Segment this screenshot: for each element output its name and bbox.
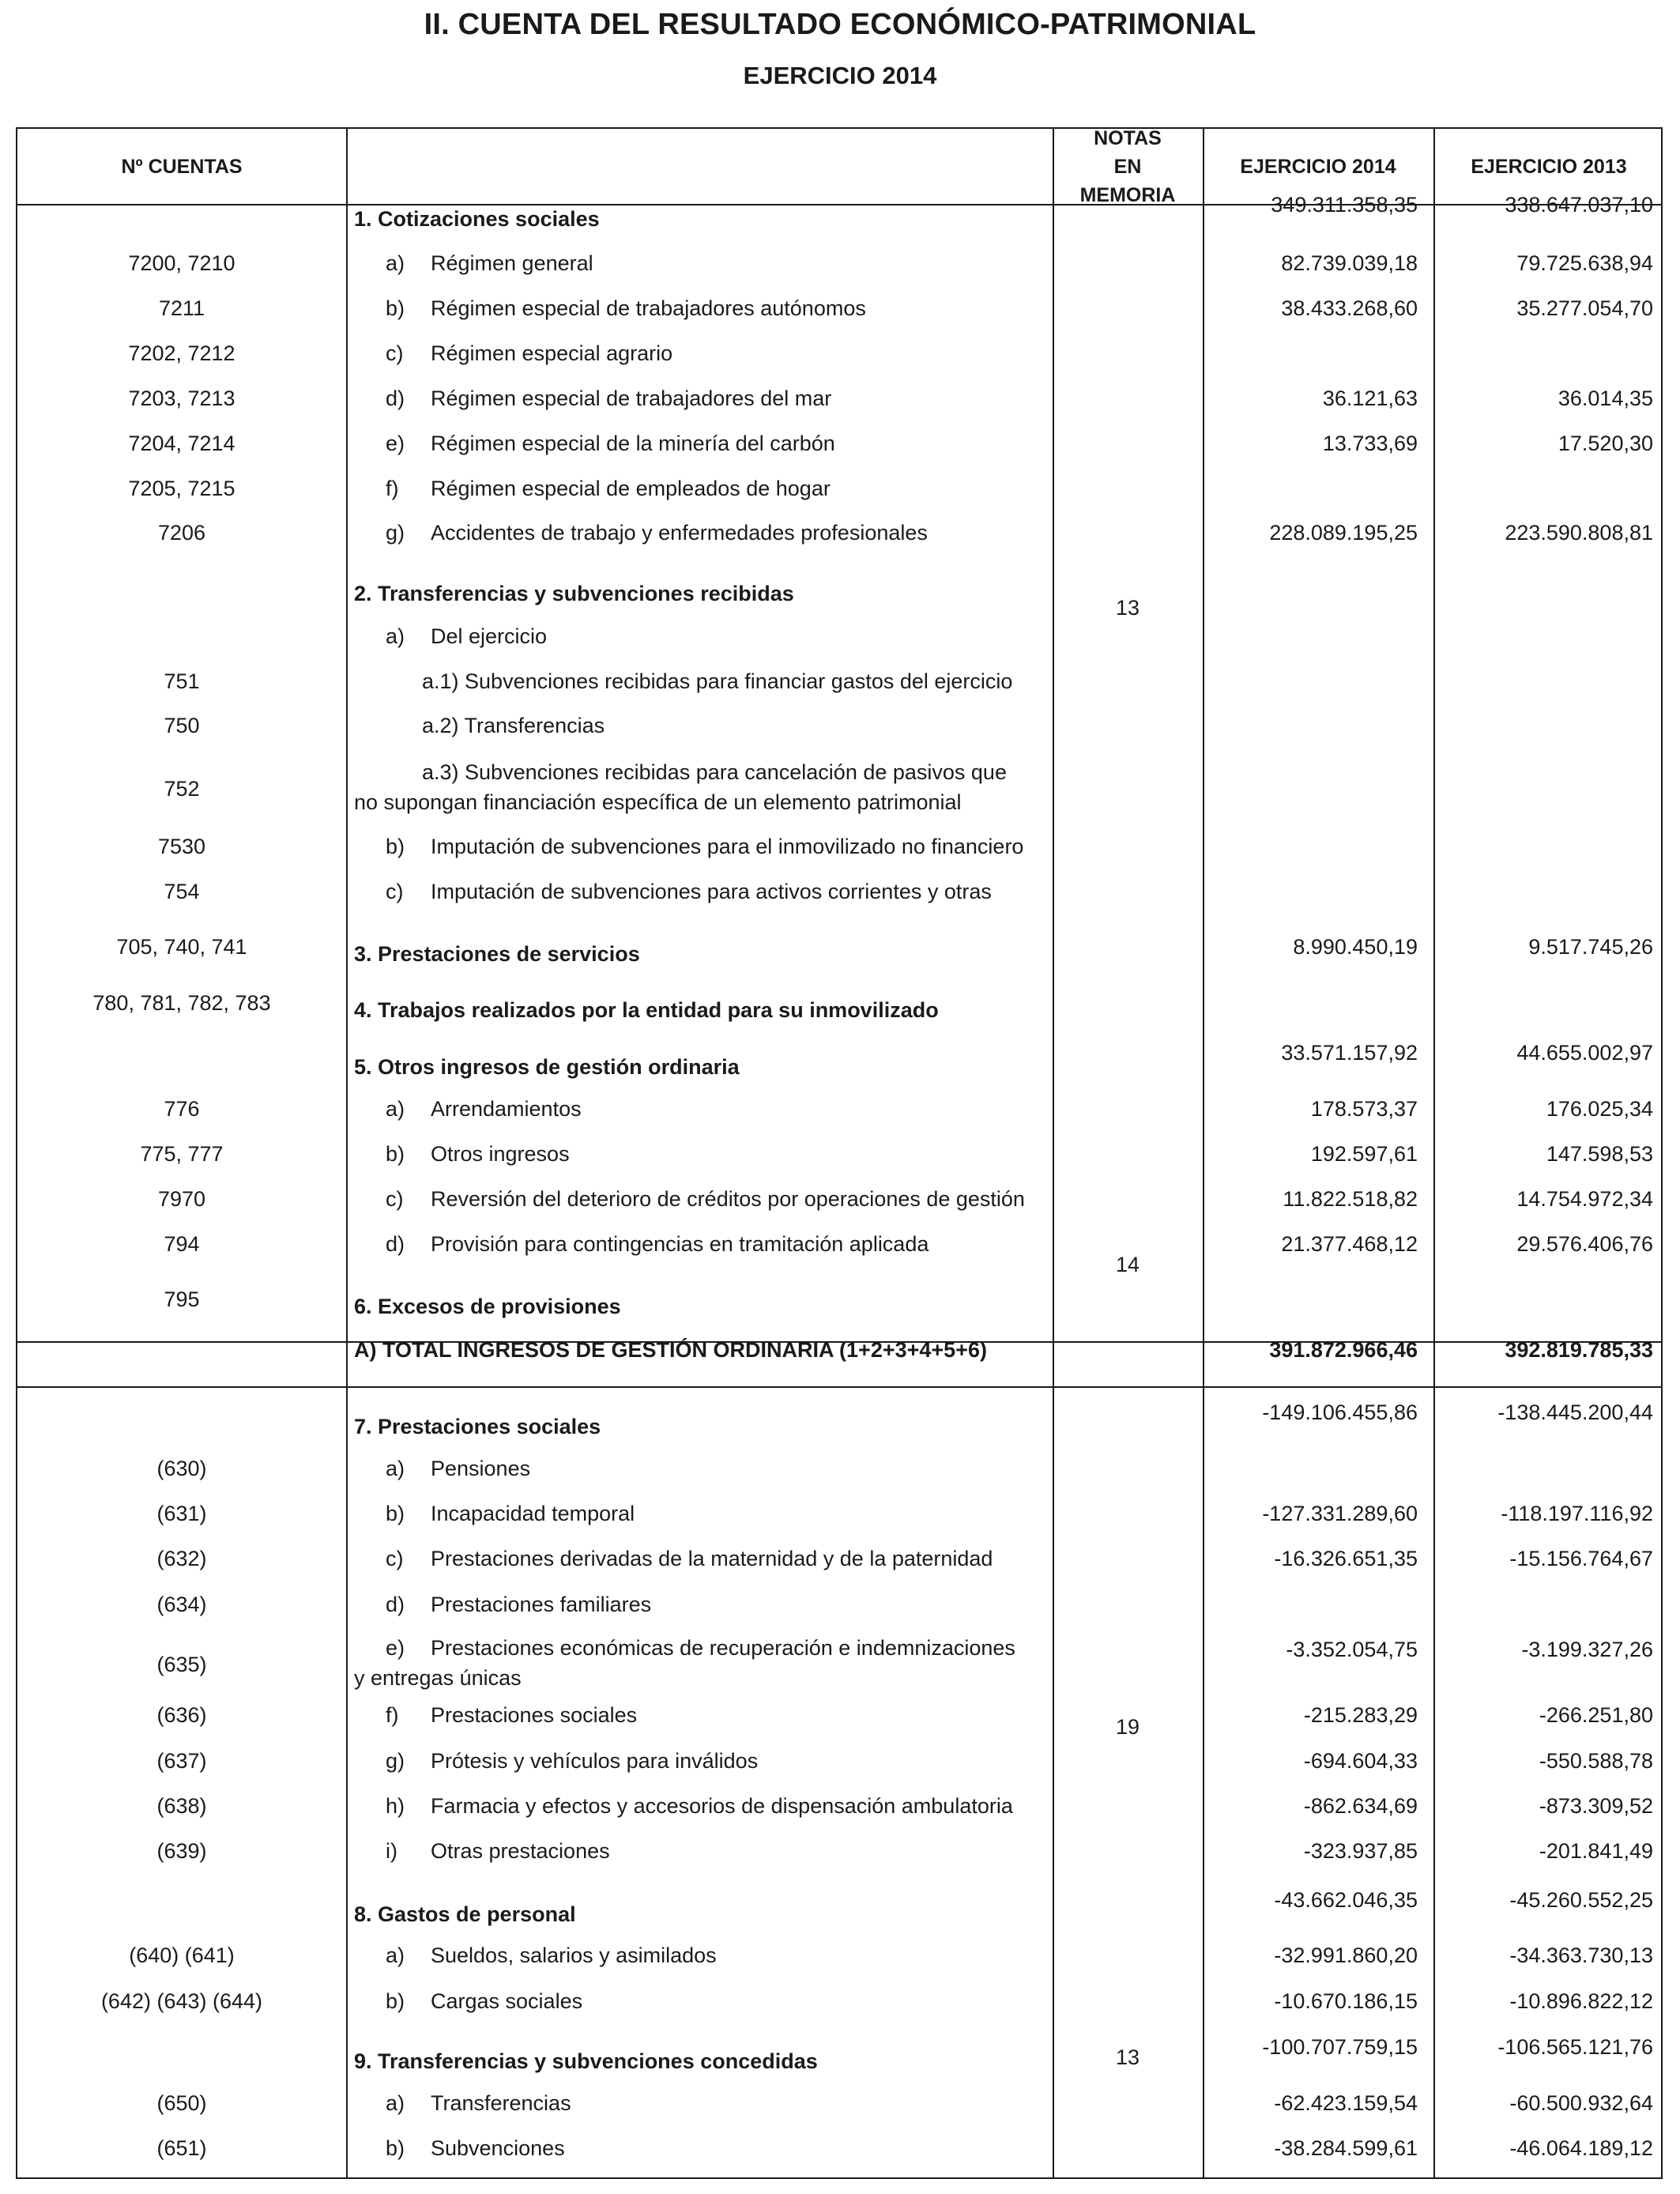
value-ejercicio-2014: 13.733,69 bbox=[1322, 432, 1418, 455]
concept-text: Incapacidad temporal bbox=[431, 1502, 635, 1525]
page-subtitle: EJERCICIO 2014 bbox=[743, 62, 937, 89]
value-ejercicio-2013: -10.896.822,12 bbox=[1509, 1989, 1653, 2013]
value-ejercicio-2014: -149.106.455,86 bbox=[1262, 1400, 1418, 1424]
account-codes: (631) bbox=[156, 1502, 207, 1525]
account-codes: 751 bbox=[164, 669, 200, 693]
value-ejercicio-2013: -45.260.552,25 bbox=[1509, 1888, 1653, 1912]
value-ejercicio-2014: -38.284.599,61 bbox=[1274, 2136, 1418, 2160]
page-title: II. CUENTA DEL RESULTADO ECONÓMICO-PATRIMONIAL bbox=[424, 8, 1256, 41]
account-codes: 7200, 7210 bbox=[128, 251, 235, 275]
value-ejercicio-2014: 192.597,61 bbox=[1310, 1142, 1418, 1166]
value-ejercicio-2013: 36.014,35 bbox=[1558, 386, 1653, 410]
value-ejercicio-2013: 44.655.002,97 bbox=[1516, 1041, 1653, 1065]
value-ejercicio-2014: 38.433.268,60 bbox=[1281, 296, 1418, 320]
concept-text: Régimen general bbox=[431, 251, 593, 275]
value-ejercicio-2013: 79.725.638,94 bbox=[1516, 251, 1653, 275]
value-ejercicio-2014: -3.352.054,75 bbox=[1286, 1638, 1418, 1661]
value-ejercicio-2014: 21.377.468,12 bbox=[1281, 1232, 1418, 1256]
account-codes: (639) bbox=[156, 1839, 207, 1863]
value-ejercicio-2013: -3.199.327,26 bbox=[1521, 1638, 1653, 1661]
concept-text: Prestaciones derivadas de la maternidad y de la paternidad bbox=[431, 1547, 993, 1570]
value-ejercicio-2014: 82.739.039,18 bbox=[1281, 251, 1418, 275]
concept-text: A) TOTAL INGRESOS DE GESTIÓN ORDINARIA (1+2+3+4+5+6) bbox=[354, 1338, 987, 1362]
item-marker: d) bbox=[386, 1593, 405, 1616]
results-table bbox=[16, 127, 1663, 2179]
value-ejercicio-2013: 17.520,30 bbox=[1558, 432, 1653, 455]
concept-text: a.3) Subvenciones recibidas para cancelación de pasivos que bbox=[422, 760, 1007, 784]
item-marker: f) bbox=[386, 1703, 399, 1727]
value-ejercicio-2013: -266.251,80 bbox=[1539, 1703, 1653, 1727]
item-marker: c) bbox=[386, 880, 404, 903]
value-ejercicio-2013: -873.309,52 bbox=[1539, 1794, 1653, 1818]
header-ejercicio-2013: EJERCICIO 2013 bbox=[1471, 156, 1627, 178]
item-marker: a) bbox=[386, 2091, 405, 2115]
concept-text: 8. Gastos de personal bbox=[354, 1902, 576, 1926]
concept-text: Régimen especial de empleados de hogar bbox=[431, 477, 831, 500]
item-marker: b) bbox=[386, 1502, 405, 1525]
concept-text: Régimen especial de trabajadores del mar bbox=[431, 386, 832, 410]
concept-text: Provisión para contingencias en tramitación aplicada bbox=[431, 1232, 929, 1256]
total-row-bottom-divider bbox=[17, 1386, 1661, 1388]
value-ejercicio-2014: -16.326.651,35 bbox=[1274, 1547, 1418, 1570]
value-ejercicio-2014: -694.604,33 bbox=[1303, 1749, 1418, 1773]
concept-text: Subvenciones bbox=[431, 2136, 565, 2160]
value-ejercicio-2013: -15.156.764,67 bbox=[1509, 1547, 1653, 1570]
concept-text: Accidentes de trabajo y enfermedades profesionales bbox=[431, 521, 928, 545]
item-marker: e) bbox=[386, 1636, 405, 1660]
item-marker: g) bbox=[386, 521, 405, 545]
item-marker: b) bbox=[386, 2136, 405, 2160]
value-ejercicio-2014: -862.634,69 bbox=[1303, 1794, 1418, 1818]
concept-text: 3. Prestaciones de servicios bbox=[354, 942, 640, 966]
concept-text: 1. Cotizaciones sociales bbox=[354, 207, 600, 231]
concept-text: 6. Excesos de provisiones bbox=[354, 1295, 621, 1318]
note-reference: 19 bbox=[1115, 1715, 1140, 1739]
value-ejercicio-2013: -201.841,49 bbox=[1539, 1839, 1653, 1863]
account-codes: 7970 bbox=[157, 1187, 206, 1211]
concept-text: a.1) Subvenciones recibidas para financiar gastos del ejercicio bbox=[422, 669, 1013, 693]
item-marker: b) bbox=[386, 296, 405, 320]
concept-text: Del ejercicio bbox=[431, 624, 548, 648]
concept-text: Farmacia y efectos y accesorios de dispensación ambulatoria bbox=[431, 1794, 1013, 1818]
value-ejercicio-2013: 176.025,34 bbox=[1546, 1097, 1653, 1121]
value-ejercicio-2013: -106.565.121,76 bbox=[1497, 2035, 1653, 2059]
account-codes: (640) (641) bbox=[129, 1943, 235, 1967]
value-ejercicio-2013: 147.598,53 bbox=[1546, 1142, 1653, 1166]
concept-text-continued: y entregas únicas bbox=[354, 1666, 522, 1690]
value-ejercicio-2013: -550.588,78 bbox=[1539, 1749, 1653, 1773]
item-marker: f) bbox=[386, 477, 399, 500]
account-codes: (630) bbox=[156, 1457, 207, 1480]
item-marker: a) bbox=[386, 1097, 405, 1121]
account-codes: (635) bbox=[156, 1653, 207, 1676]
account-codes: 752 bbox=[164, 777, 200, 801]
account-codes: 705, 740, 741 bbox=[116, 935, 247, 959]
value-ejercicio-2014: 36.121,63 bbox=[1322, 386, 1418, 410]
account-codes: 7206 bbox=[157, 521, 206, 545]
value-ejercicio-2014: -127.331.289,60 bbox=[1262, 1502, 1418, 1525]
value-ejercicio-2014: -32.991.860,20 bbox=[1274, 1943, 1418, 1967]
value-ejercicio-2013: 14.754.972,34 bbox=[1516, 1187, 1653, 1211]
value-ejercicio-2013: -34.363.730,13 bbox=[1509, 1943, 1653, 1967]
header-accounts: Nº CUENTAS bbox=[121, 156, 243, 178]
concept-text: Prestaciones económicas de recuperación e indemnizaciones bbox=[431, 1636, 1015, 1660]
value-ejercicio-2014: 349.311.358,35 bbox=[1271, 193, 1418, 217]
account-codes: 776 bbox=[164, 1097, 200, 1121]
value-ejercicio-2013: 338.647.037,10 bbox=[1505, 193, 1653, 217]
value-ejercicio-2013: 392.819.785,33 bbox=[1505, 1338, 1653, 1362]
column-divider bbox=[346, 129, 348, 2177]
item-marker: d) bbox=[386, 386, 405, 410]
concept-text: Imputación de subvenciones para activos corrientes y otras bbox=[431, 880, 992, 903]
concept-text: 4. Trabajos realizados por la entidad para su inmovilizado bbox=[354, 998, 939, 1022]
value-ejercicio-2014: -323.937,85 bbox=[1303, 1839, 1418, 1863]
account-codes: (632) bbox=[156, 1547, 207, 1570]
item-marker: g) bbox=[386, 1749, 405, 1773]
item-marker: c) bbox=[386, 1547, 404, 1570]
concept-text: Otras prestaciones bbox=[431, 1839, 610, 1863]
account-codes: 7204, 7214 bbox=[128, 432, 235, 455]
note-reference: 13 bbox=[1115, 596, 1140, 620]
account-codes: 7530 bbox=[157, 835, 206, 858]
item-marker: a) bbox=[386, 1457, 405, 1480]
item-marker: i) bbox=[386, 1839, 397, 1863]
concept-text: a.2) Transferencias bbox=[422, 714, 605, 737]
concept-text: 5. Otros ingresos de gestión ordinaria bbox=[354, 1055, 740, 1079]
header-concept bbox=[346, 129, 1053, 205]
item-marker: h) bbox=[386, 1794, 405, 1818]
account-codes: 7211 bbox=[158, 296, 205, 320]
value-ejercicio-2013: 29.576.406,76 bbox=[1516, 1232, 1653, 1256]
account-codes: (651) bbox=[156, 2136, 207, 2160]
column-divider bbox=[1053, 129, 1054, 2177]
item-marker: c) bbox=[386, 341, 404, 365]
item-marker: c) bbox=[386, 1187, 404, 1211]
item-marker: a) bbox=[386, 251, 405, 275]
concept-text: Régimen especial agrario bbox=[431, 341, 673, 365]
value-ejercicio-2013: -60.500.932,64 bbox=[1509, 2091, 1653, 2115]
item-marker: b) bbox=[386, 1989, 405, 2013]
account-codes: 7203, 7213 bbox=[128, 386, 235, 410]
item-marker: b) bbox=[386, 835, 405, 858]
header-notes: NOTAS EN MEMORIA bbox=[1079, 127, 1176, 206]
item-marker: d) bbox=[386, 1232, 405, 1256]
concept-text: Transferencias bbox=[431, 2091, 571, 2115]
account-codes: (636) bbox=[156, 1703, 207, 1727]
concept-text: Prestaciones familiares bbox=[431, 1593, 652, 1616]
value-ejercicio-2014: 228.089.195,25 bbox=[1269, 521, 1418, 545]
item-marker: a) bbox=[386, 1943, 405, 1967]
value-ejercicio-2013: 223.590.808,81 bbox=[1505, 521, 1653, 545]
account-codes: 780, 781, 782, 783 bbox=[92, 991, 271, 1015]
concept-text: Cargas sociales bbox=[431, 1989, 583, 2013]
account-codes: 754 bbox=[164, 880, 200, 903]
value-ejercicio-2013: 35.277.054,70 bbox=[1516, 296, 1653, 320]
item-marker: b) bbox=[386, 1142, 405, 1166]
value-ejercicio-2014: 391.872.966,46 bbox=[1269, 1338, 1418, 1362]
account-codes: 794 bbox=[164, 1232, 200, 1256]
account-codes: (634) bbox=[156, 1593, 207, 1616]
account-codes: 7205, 7215 bbox=[128, 477, 235, 500]
value-ejercicio-2014: -10.670.186,15 bbox=[1274, 1989, 1418, 2013]
value-ejercicio-2013: 9.517.745,26 bbox=[1528, 935, 1653, 959]
concept-text: Reversión del deterioro de créditos por operaciones de gestión bbox=[431, 1187, 1025, 1211]
value-ejercicio-2014: -43.662.046,35 bbox=[1274, 1888, 1418, 1912]
value-ejercicio-2014: -100.707.759,15 bbox=[1262, 2035, 1418, 2059]
concept-text: 2. Transferencias y subvenciones recibidas bbox=[354, 582, 794, 605]
concept-text: Otros ingresos bbox=[431, 1142, 570, 1166]
value-ejercicio-2014: 8.990.450,19 bbox=[1293, 935, 1418, 959]
value-ejercicio-2013: -46.064.189,12 bbox=[1509, 2136, 1653, 2160]
value-ejercicio-2014: 11.822.518,82 bbox=[1283, 1187, 1418, 1211]
value-ejercicio-2014: -215.283,29 bbox=[1303, 1703, 1418, 1727]
concept-text: Régimen especial de la minería del carbón bbox=[431, 432, 835, 455]
concept-text: Régimen especial de trabajadores autónomos bbox=[431, 296, 866, 320]
concept-text-continued: no supongan financiación específica de un elemento patrimonial bbox=[354, 790, 962, 814]
note-reference: 14 bbox=[1115, 1253, 1140, 1276]
concept-text: Prótesis y vehículos para inválidos bbox=[431, 1749, 759, 1773]
concept-text: Imputación de subvenciones para el inmovilizado no financiero bbox=[431, 835, 1024, 858]
concept-text: Arrendamientos bbox=[431, 1097, 582, 1121]
concept-text: 9. Transferencias y subvenciones concedidas bbox=[354, 2049, 818, 2073]
account-codes: (642) (643) (644) bbox=[100, 1989, 263, 2013]
account-codes: 750 bbox=[164, 714, 200, 737]
account-codes: (637) bbox=[156, 1749, 207, 1773]
note-reference: 13 bbox=[1115, 2045, 1140, 2069]
header-ejercicio-2014: EJERCICIO 2014 bbox=[1240, 156, 1396, 178]
item-marker: a) bbox=[386, 624, 405, 648]
account-codes: 795 bbox=[164, 1287, 200, 1311]
value-ejercicio-2014: 33.571.157,92 bbox=[1281, 1041, 1418, 1065]
concept-text: Prestaciones sociales bbox=[431, 1703, 638, 1727]
concept-text: Sueldos, salarios y asimilados bbox=[431, 1943, 717, 1967]
value-ejercicio-2014: 178.573,37 bbox=[1310, 1097, 1418, 1121]
account-codes: 7202, 7212 bbox=[128, 341, 235, 365]
value-ejercicio-2013: -118.197.116,92 bbox=[1501, 1502, 1653, 1525]
concept-text: 7. Prestaciones sociales bbox=[354, 1415, 601, 1438]
item-marker: e) bbox=[386, 432, 405, 455]
value-ejercicio-2014: -62.423.159,54 bbox=[1274, 2091, 1418, 2115]
account-codes: (638) bbox=[156, 1794, 207, 1818]
concept-text: Pensiones bbox=[431, 1457, 531, 1480]
account-codes: 775, 777 bbox=[140, 1142, 224, 1166]
account-codes: (650) bbox=[156, 2091, 207, 2115]
value-ejercicio-2013: -138.445.200,44 bbox=[1497, 1400, 1653, 1424]
